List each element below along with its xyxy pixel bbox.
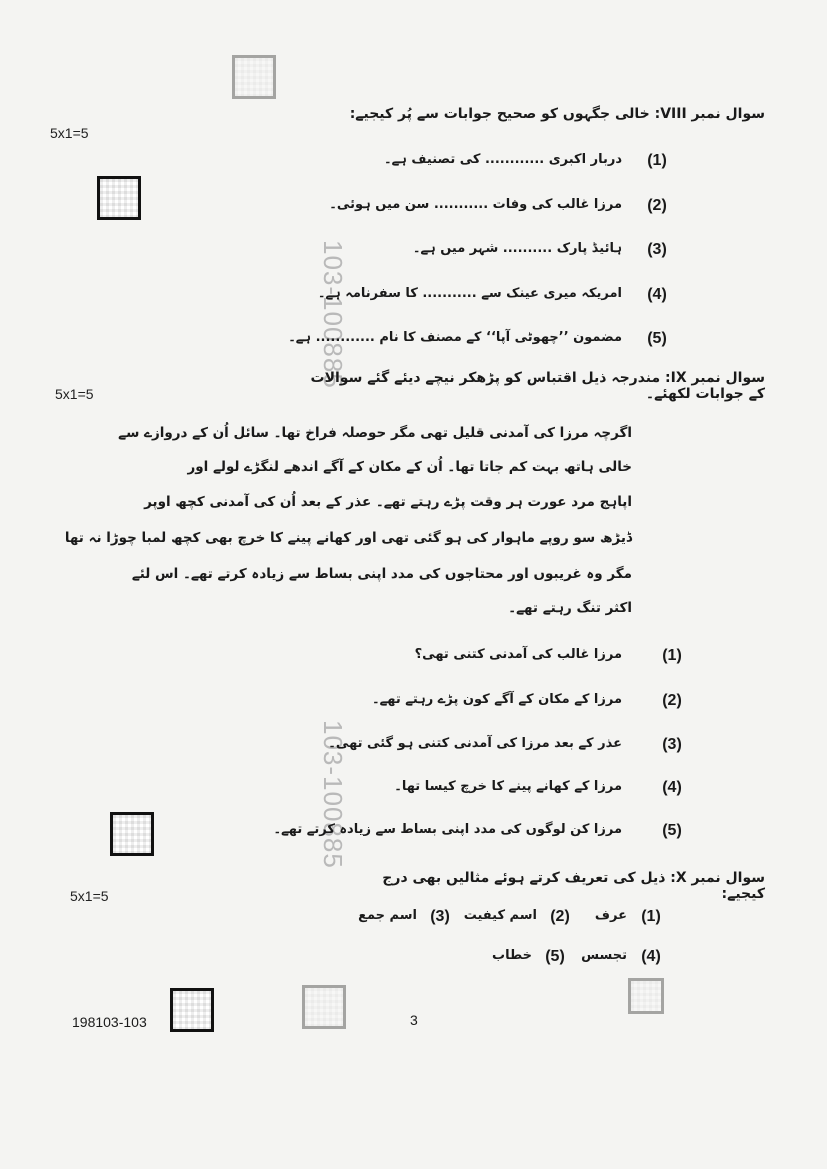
q8-item-2-text: مرزا غالب کی وفات ........... سن میں ہوئی۔ [329, 197, 622, 212]
q9-item-2-number: (2) [662, 692, 682, 709]
qr-code-top [232, 55, 276, 99]
q8-item-3-number: (3) [647, 241, 667, 258]
q9-item-4-text: مرزا کے کھانے پینے کا خرچ کیسا تھا۔ [394, 779, 622, 794]
paper-code: 198103-103 [72, 1014, 147, 1030]
q10-item-3-text: اسم جمع [358, 908, 417, 923]
q8-item-1-number: (1) [647, 152, 667, 169]
q8-heading: سوال نمبر VIII: خالی جگہوں کو صحیح جوابات سے پُر کیجیے: [349, 106, 765, 122]
q9-item-5-text: مرزا کن لوگوں کی مدد اپنی بساط سے زیادہ کرتے تھے۔ [273, 822, 622, 837]
q9-item-5-number: (5) [662, 822, 682, 839]
q8-item-1-text: دربار اکبری ............ کی تصنیف ہے۔ [384, 152, 622, 167]
q9-passage-line-5: مگر وہ غریبوں اور محتاجوں کی مدد اپنی بساط سے زیادہ کرتے تھے۔ اس لئے [131, 566, 632, 582]
q10-item-4-number: (4) [641, 948, 661, 965]
q10-item-2-text: اسم کیفیت [463, 908, 537, 923]
marks-q8: 5x1=5 [50, 125, 89, 141]
q10-item-2-number: (2) [550, 908, 570, 925]
q10-heading: سوال نمبر X: ذیل کی تعریف کرتے ہوئے مثالیں بھی درج کیجیے: [382, 870, 765, 902]
watermark-1: 103-100885 [318, 240, 348, 389]
q9-passage-line-4: ڈیڑھ سو روپے ماہوار کی ہو گئی تھی اور کھانے پینے کا خرچ بھی کچھ لمبا چوڑا نہ تھا [64, 530, 632, 546]
q10-item-5-text: خطاب [492, 948, 532, 963]
q8-item-2-number: (2) [647, 197, 667, 214]
watermark-2: 103-100885 [318, 720, 348, 869]
q9-item-2-text: مرزا کے مکان کے آگے کون پڑے رہتے تھے۔ [372, 692, 622, 707]
qr-code-bottom-center [302, 985, 346, 1029]
q9-item-1-text: مرزا غالب کی آمدنی کتنی تھی؟ [414, 647, 622, 662]
q9-heading: سوال نمبر IX: مندرجہ ذیل اقتباس کو پڑھکر نیچے دیئے گئے سوالات کے جوابات لکھئے۔ [310, 370, 765, 402]
qr-code-bottom-left [170, 988, 214, 1032]
page-number: 3 [410, 1012, 418, 1028]
q9-passage-line-2: خالی ہاتھ بہت کم جاتا تھا۔ اُن کے مکان کے آگے اندھے لنگڑے لولے اور [187, 459, 632, 475]
q9-item-3-text: عذر کے بعد مرزا کی آمدنی کتنی ہو گئی تھی۔ [328, 736, 622, 751]
q9-item-3-number: (3) [662, 736, 682, 753]
q9-passage-line-6: اکثر تنگ رہتے تھے۔ [508, 600, 632, 616]
marks-q10: 5x1=5 [70, 888, 109, 904]
qr-code-left-1 [97, 176, 141, 220]
q9-item-1-number: (1) [662, 647, 682, 664]
q8-item-5-text: مضمون ’’چھوٹی آپا‘‘ کے مصنف کا نام ............ ہے۔ [288, 330, 622, 345]
q10-item-5-number: (5) [545, 948, 565, 965]
q8-item-4-text: امریکہ میری عینک سے ........... کا سفرنامہ ہے۔ [317, 286, 622, 301]
marks-q9: 5x1=5 [55, 386, 94, 402]
q8-item-3-text: ہائیڈ پارک .......... شہر میں ہے۔ [412, 241, 622, 256]
q8-item-5-number: (5) [647, 330, 667, 347]
q9-passage-line-1: اگرچہ مرزا کی آمدنی قلیل تھی مگر حوصلہ فراخ تھا۔ سائل اُن کے دروازے سے [118, 425, 632, 441]
q9-item-4-number: (4) [662, 779, 682, 796]
q10-item-1-number: (1) [641, 908, 661, 925]
q8-item-4-number: (4) [647, 286, 667, 303]
q9-passage-line-3: اپاہج مرد عورت ہر وقت پڑے رہتے تھے۔ عذر کے بعد اُن کی آمدنی کچھ اوپر [144, 494, 632, 510]
q10-item-1-text: عرف [594, 908, 627, 923]
q10-item-4-text: تجسس [581, 948, 627, 963]
qr-code-bottom-right [628, 978, 664, 1014]
qr-code-left-2 [110, 812, 154, 856]
q10-item-3-number: (3) [430, 908, 450, 925]
